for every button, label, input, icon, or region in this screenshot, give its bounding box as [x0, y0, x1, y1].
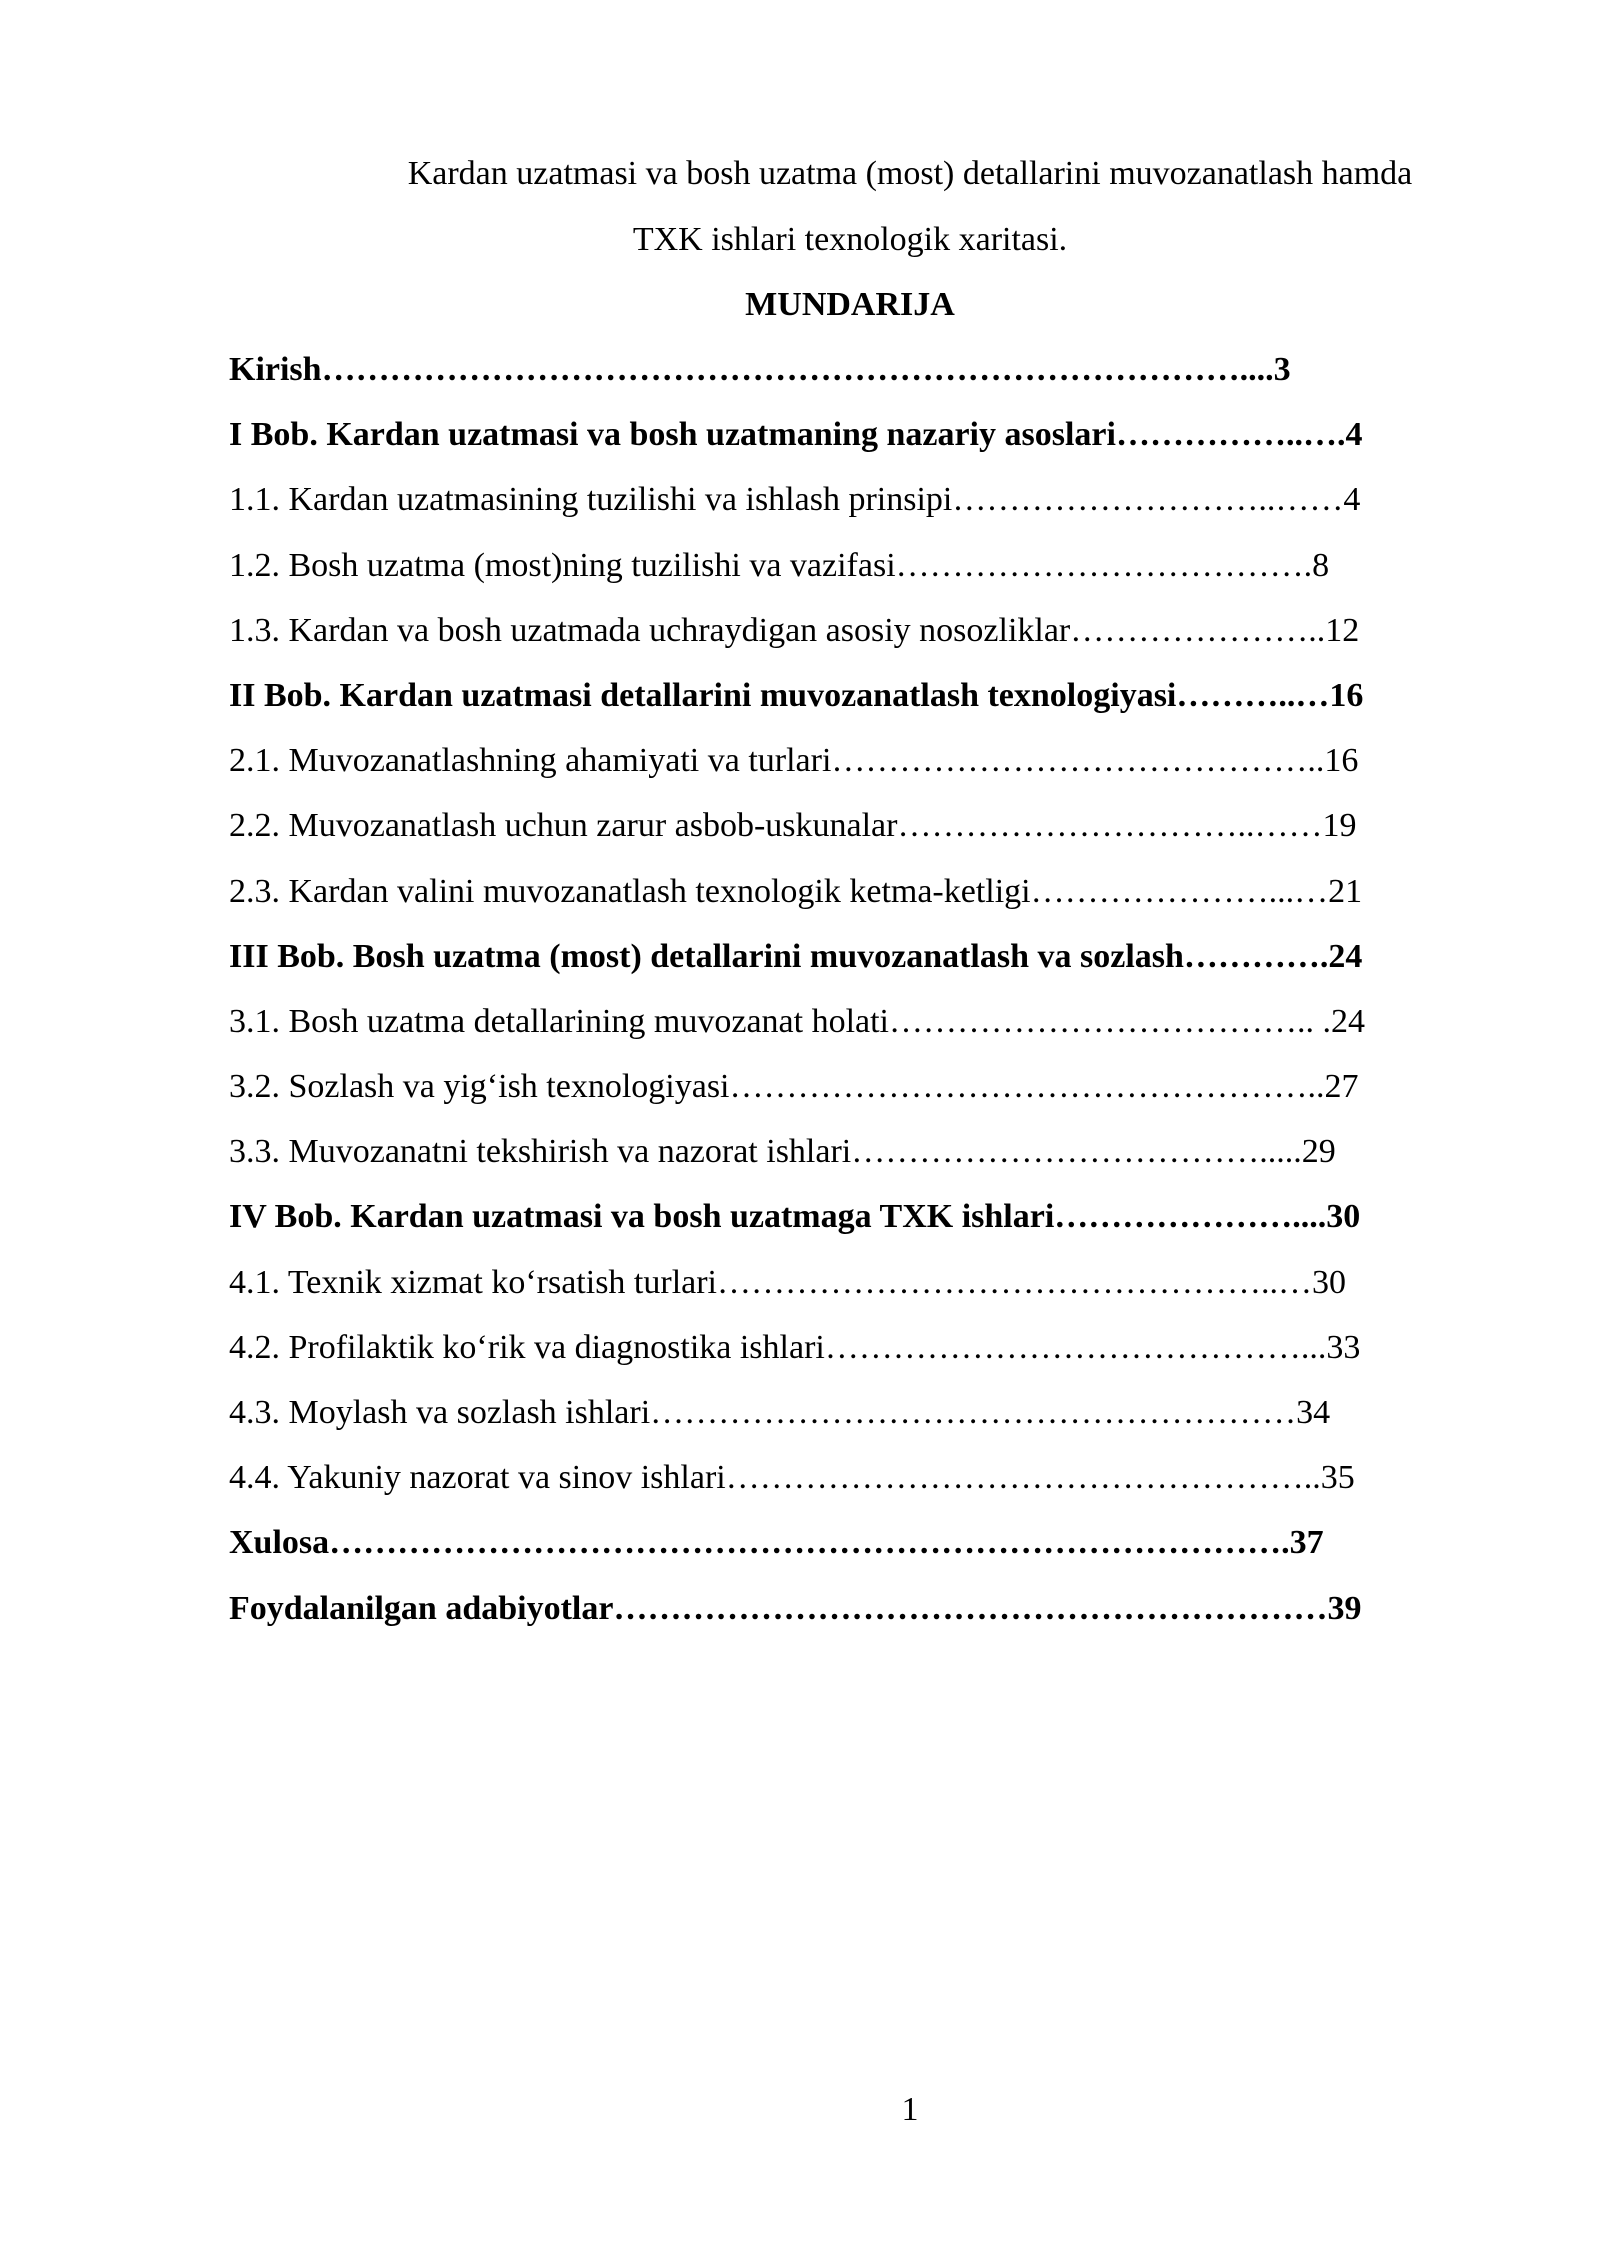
toc-entry: [229, 546, 1489, 611]
table-of-contents: [229, 350, 1489, 1654]
toc-entry-text: Xulosa………………………………………………………………………….37: [229, 1524, 1324, 1562]
toc-entry: [229, 1197, 1489, 1262]
toc-entry: [229, 1393, 1489, 1458]
toc-entry-text: 1.2. Bosh uzatma (most)ning tuzilishi va vazifasi……………………………….8: [229, 546, 1330, 584]
toc-entry: [229, 1002, 1489, 1067]
toc-entry-text: 3.1. Bosh uzatma detallarining muvozanat holati……………………………….. .24: [229, 1002, 1365, 1040]
toc-entry: [229, 415, 1489, 480]
toc-entry: [229, 1458, 1489, 1523]
toc-entry-text: 4.2. Profilaktik ko‘rik va diagnostika ishlari……………………………………...33: [229, 1328, 1361, 1366]
toc-entry-text: Foydalanilgan adabiyotlar………………………………………………………39: [229, 1589, 1362, 1627]
toc-entry: [229, 1523, 1489, 1588]
toc-entry-text: 4.1. Texnik xizmat ko‘rsatish turlari…………………………………………..…30: [229, 1263, 1347, 1301]
toc-entry-text: IV Bob. Kardan uzatmasi va bosh uzatmaga TXK ishlari…………………....30: [229, 1198, 1361, 1236]
toc-entry-text: I Bob. Kardan uzatmasi va bosh uzatmaning nazariy asoslari……………..….4: [229, 416, 1363, 454]
toc-entry: [229, 611, 1489, 676]
toc-entry-text: 2.2. Muvozanatlash uchun zarur asbob-uskunalar…………………………..……19: [229, 807, 1357, 845]
toc-entry-text: 3.3. Muvozanatni tekshirish va nazorat ishlari……………………………….....29: [229, 1133, 1336, 1171]
page-number: 1: [901, 2091, 919, 2128]
document-title-line-2: TXK ishlari texnologik xaritasi.: [632, 221, 1068, 258]
toc-entry-text: II Bob. Kardan uzatmasi detallarini muvozanatlash texnologiyasi………..…16: [229, 676, 1364, 714]
toc-entry: [229, 1589, 1489, 1654]
toc-entry-text: 4.4. Yakuniy nazorat va sinov ishlari……………………………………………..35: [229, 1459, 1355, 1497]
toc-entry-text: 1.1. Kardan uzatmasining tuzilishi va ishlash prinsipi………………………..……4: [229, 481, 1361, 519]
toc-entry-text: 3.2. Sozlash va yig‘ish texnologiyasi……………………………………………..27: [229, 1068, 1359, 1106]
toc-entry: [229, 741, 1489, 806]
toc-entry-text: 2.3. Kardan valini muvozanatlash texnologik ketma-ketligi…………………...…21: [229, 872, 1363, 910]
toc-entry: [229, 1328, 1489, 1393]
toc-entry-text: 1.3. Kardan va bosh uzatmada uchraydigan asosiy nosozliklar…………………..12: [229, 611, 1360, 649]
toc-entry: [229, 1263, 1489, 1328]
toc-entry: [229, 1067, 1489, 1132]
toc-entry: [229, 1132, 1489, 1197]
toc-heading: MUNDARIJA: [745, 286, 955, 323]
toc-entry-text: Kirish………………………………………………………………………....3: [229, 351, 1291, 388]
toc-entry: [229, 480, 1489, 545]
toc-entry: [229, 872, 1489, 937]
toc-entry: [229, 676, 1489, 741]
toc-entry: [229, 350, 1489, 415]
toc-entry: [229, 937, 1489, 1002]
toc-entry-text: III Bob. Bosh uzatma (most) detallarini muvozanatlash va sozlash………….24: [229, 937, 1363, 975]
document-title-line-1: Kardan uzatmasi va bosh uzatma (most) detallarini muvozanatlash hamda: [407, 155, 1413, 192]
toc-entry: [229, 806, 1489, 871]
toc-entry-text: 4.3. Moylash va sozlash ishlari…………………………………………………34: [229, 1394, 1331, 1431]
toc-entry-text: 2.1. Muvozanatlashning ahamiyati va turlari……………………………………..16: [229, 742, 1359, 780]
